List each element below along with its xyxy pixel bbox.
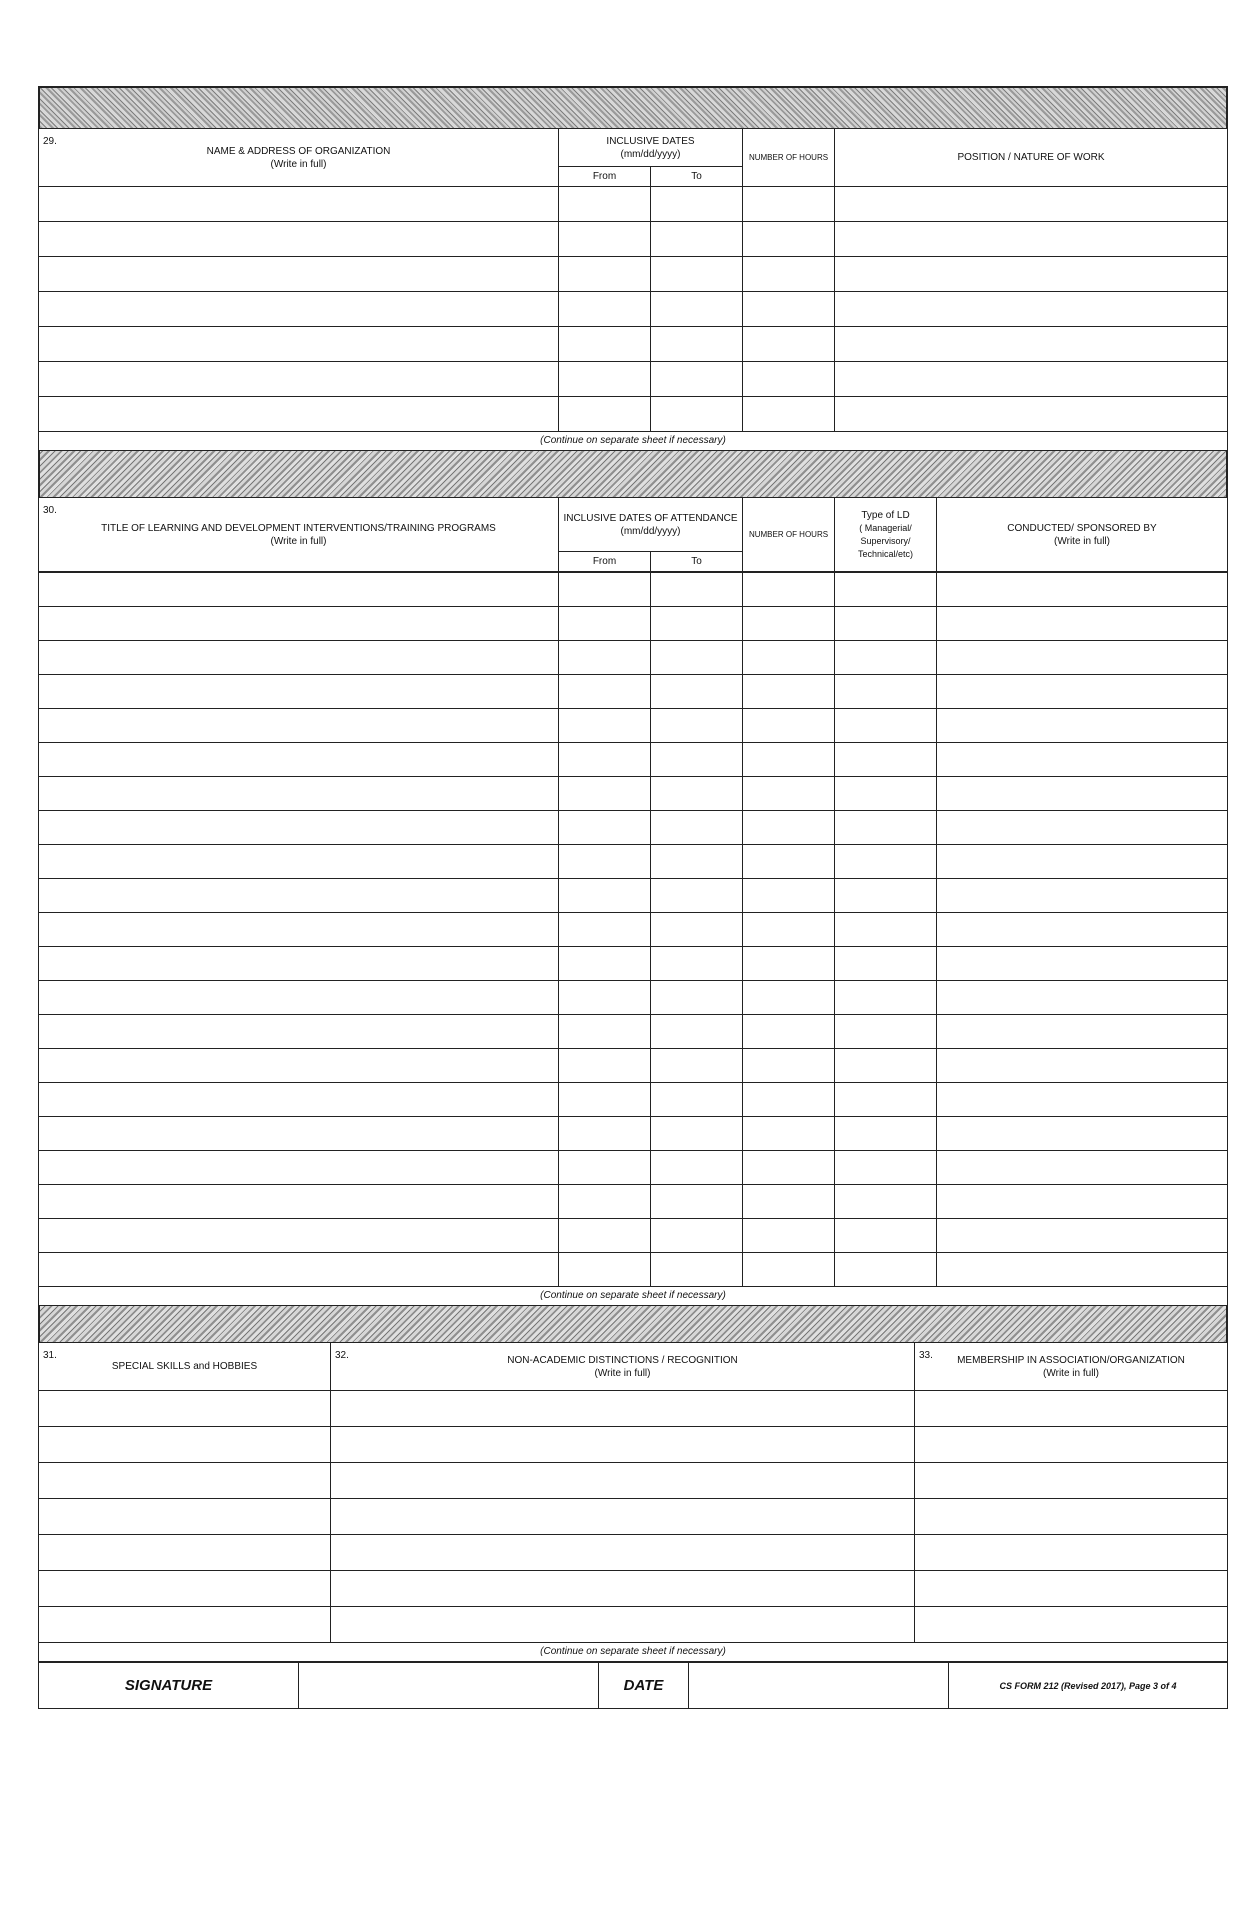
to-cell[interactable] xyxy=(651,1083,743,1117)
ld-type-cell[interactable] xyxy=(835,981,937,1015)
from-cell[interactable] xyxy=(559,709,651,743)
ld-type-sub: ( Managerial/ Supervisory/ Technical/etc) xyxy=(858,522,914,559)
skills-cell[interactable] xyxy=(39,1535,331,1571)
org-cell[interactable] xyxy=(39,292,559,327)
ld-type-cell[interactable] xyxy=(835,1185,937,1219)
training-title-cell[interactable] xyxy=(39,1049,559,1083)
table-row xyxy=(39,573,1228,607)
distinction-cell[interactable] xyxy=(331,1499,915,1535)
membership-cell[interactable] xyxy=(915,1607,1228,1643)
org-cell[interactable] xyxy=(39,397,559,432)
ld-type-header xyxy=(835,498,937,572)
table-row xyxy=(39,675,1228,709)
to-cell[interactable] xyxy=(651,607,743,641)
training-title-cell[interactable] xyxy=(39,709,559,743)
training-hours-header: NUMBER OF HOURS xyxy=(743,498,835,572)
sponsor-cell[interactable] xyxy=(937,709,1228,743)
table-row xyxy=(39,327,1228,362)
from-cell[interactable] xyxy=(559,743,651,777)
training-title-cell[interactable] xyxy=(39,811,559,845)
from-cell[interactable] xyxy=(559,1117,651,1151)
membership-cell[interactable] xyxy=(915,1571,1228,1607)
from-cell[interactable] xyxy=(559,1083,651,1117)
training-title-header xyxy=(39,498,559,572)
section-30-number: 30. xyxy=(43,505,57,516)
table-row xyxy=(39,777,1228,811)
position-cell[interactable] xyxy=(835,257,1228,292)
training-table xyxy=(38,497,1228,572)
org-cell[interactable] xyxy=(39,327,559,362)
pds-page-3 xyxy=(38,86,1228,1709)
table-row xyxy=(39,879,1228,913)
training-title-label: TITLE OF LEARNING AND DEVELOPMENT INTERVENTIONS/TRAINING PROGRAMS xyxy=(101,522,496,534)
org-cell[interactable] xyxy=(39,222,559,257)
table-row xyxy=(39,292,1228,327)
from-cell[interactable] xyxy=(559,1015,651,1049)
hours-cell[interactable] xyxy=(743,327,835,362)
hours-cell[interactable] xyxy=(743,1151,835,1185)
hours-cell[interactable] xyxy=(743,845,835,879)
org-header-label: NAME & ADDRESS OF ORGANIZATION xyxy=(206,145,391,157)
sponsor-cell[interactable] xyxy=(937,1117,1228,1151)
voluntary-work-table xyxy=(38,128,1228,432)
training-title-cell[interactable] xyxy=(39,675,559,709)
training-title-cell[interactable] xyxy=(39,743,559,777)
sponsor-cell[interactable] xyxy=(937,879,1228,913)
from-cell[interactable] xyxy=(559,1185,651,1219)
ld-type-cell[interactable] xyxy=(835,1253,937,1287)
membership-header-sub: (Write in full) xyxy=(1043,1367,1099,1379)
sponsor-cell[interactable] xyxy=(937,1083,1228,1117)
continue-note-bottom: (Continue on separate sheet if necessary) xyxy=(38,1643,1228,1662)
table-row xyxy=(39,1463,1228,1499)
hours-cell[interactable] xyxy=(743,397,835,432)
membership-cell[interactable] xyxy=(915,1463,1228,1499)
dates-header-label: INCLUSIVE DATES xyxy=(606,135,695,147)
to-cell[interactable] xyxy=(651,675,743,709)
to-cell[interactable] xyxy=(651,845,743,879)
to-cell[interactable] xyxy=(651,777,743,811)
hours-cell[interactable] xyxy=(743,743,835,777)
from-cell[interactable] xyxy=(559,675,651,709)
to-cell[interactable] xyxy=(651,1253,743,1287)
sponsor-cell[interactable] xyxy=(937,777,1228,811)
dates-header xyxy=(559,129,743,167)
sponsor-cell[interactable] xyxy=(937,947,1228,981)
to-cell[interactable] xyxy=(651,709,743,743)
hours-cell[interactable] xyxy=(743,981,835,1015)
training-rows xyxy=(38,572,1228,1287)
ld-type-cell[interactable] xyxy=(835,1117,937,1151)
from-cell[interactable] xyxy=(559,981,651,1015)
from-cell[interactable] xyxy=(559,811,651,845)
position-cell[interactable] xyxy=(835,362,1228,397)
skills-cell[interactable] xyxy=(39,1571,331,1607)
signature-field[interactable] xyxy=(299,1663,599,1709)
hours-cell[interactable] xyxy=(743,913,835,947)
table-row xyxy=(39,947,1228,981)
table-row xyxy=(39,1427,1228,1463)
from-cell[interactable] xyxy=(559,913,651,947)
training-title-cell[interactable] xyxy=(39,607,559,641)
from-cell[interactable] xyxy=(559,845,651,879)
hours-cell[interactable] xyxy=(743,641,835,675)
table-row xyxy=(39,845,1228,879)
ld-type-cell[interactable] xyxy=(835,641,937,675)
membership-cell[interactable] xyxy=(915,1499,1228,1535)
to-cell[interactable] xyxy=(651,743,743,777)
from-cell[interactable] xyxy=(559,879,651,913)
to-cell[interactable] xyxy=(651,292,743,327)
to-cell[interactable] xyxy=(651,1219,743,1253)
from-cell[interactable] xyxy=(559,187,651,222)
distinction-cell[interactable] xyxy=(331,1607,915,1643)
section-30-shaded-band xyxy=(38,451,1228,497)
training-title-cell[interactable] xyxy=(39,981,559,1015)
to-cell[interactable] xyxy=(651,811,743,845)
table-row xyxy=(39,1015,1228,1049)
table-row xyxy=(39,1535,1228,1571)
hours-cell[interactable] xyxy=(743,187,835,222)
to-cell[interactable] xyxy=(651,222,743,257)
from-header: From xyxy=(559,167,651,187)
hours-cell[interactable] xyxy=(743,257,835,292)
training-title-cell[interactable] xyxy=(39,1219,559,1253)
table-row xyxy=(39,1117,1228,1151)
table-row xyxy=(39,397,1228,432)
ld-type-cell[interactable] xyxy=(835,845,937,879)
date-label: DATE xyxy=(599,1663,689,1709)
org-header xyxy=(39,129,559,187)
signature-footer xyxy=(38,1662,1228,1709)
table-row xyxy=(39,187,1228,222)
from-cell[interactable] xyxy=(559,573,651,607)
sponsor-cell[interactable] xyxy=(937,1015,1228,1049)
hours-cell[interactable] xyxy=(743,222,835,257)
distinctions-header xyxy=(331,1343,915,1391)
membership-header xyxy=(915,1343,1228,1391)
dates-header-sub: (mm/dd/yyyy) xyxy=(620,148,681,160)
from-header: From xyxy=(559,552,651,572)
from-cell[interactable] xyxy=(559,947,651,981)
skills-header-label: SPECIAL SKILLS and HOBBIES xyxy=(111,1361,258,1372)
distinctions-header-sub: (Write in full) xyxy=(594,1367,651,1379)
sponsor-cell[interactable] xyxy=(937,845,1228,879)
ld-type-cell[interactable] xyxy=(835,1049,937,1083)
skills-cell[interactable] xyxy=(39,1427,331,1463)
to-cell[interactable] xyxy=(651,257,743,292)
training-title-cell[interactable] xyxy=(39,1185,559,1219)
to-cell[interactable] xyxy=(651,947,743,981)
training-title-cell[interactable] xyxy=(39,1151,559,1185)
continue-note-29: (Continue on separate sheet if necessary) xyxy=(38,432,1228,451)
hours-cell[interactable] xyxy=(743,607,835,641)
section-29-number: 29. xyxy=(43,136,57,147)
from-cell[interactable] xyxy=(559,1151,651,1185)
to-cell[interactable] xyxy=(651,641,743,675)
table-row xyxy=(39,743,1228,777)
training-title-cell[interactable] xyxy=(39,641,559,675)
hours-cell[interactable] xyxy=(743,1015,835,1049)
section-29-shaded-band xyxy=(38,86,1228,128)
ld-type-cell[interactable] xyxy=(835,1083,937,1117)
sponsor-cell[interactable] xyxy=(937,675,1228,709)
from-cell[interactable] xyxy=(559,1049,651,1083)
table-row xyxy=(39,1499,1228,1535)
section-33-number: 33. xyxy=(919,1350,933,1361)
table-row xyxy=(39,1151,1228,1185)
ld-type-cell[interactable] xyxy=(835,777,937,811)
skills-header xyxy=(39,1343,331,1391)
ld-type-cell[interactable] xyxy=(835,811,937,845)
table-row xyxy=(39,362,1228,397)
ld-type-cell[interactable] xyxy=(835,607,937,641)
table-row xyxy=(39,1185,1228,1219)
from-cell[interactable] xyxy=(559,362,651,397)
hours-cell[interactable] xyxy=(743,1117,835,1151)
sponsor-cell[interactable] xyxy=(937,573,1228,607)
skills-cell[interactable] xyxy=(39,1499,331,1535)
table-row xyxy=(39,811,1228,845)
distinction-cell[interactable] xyxy=(331,1427,915,1463)
hours-cell[interactable] xyxy=(743,1253,835,1287)
to-header: To xyxy=(651,167,743,187)
to-cell[interactable] xyxy=(651,1049,743,1083)
org-header-sub: (Write in full) xyxy=(270,158,327,170)
training-title-cell[interactable] xyxy=(39,845,559,879)
to-cell[interactable] xyxy=(651,187,743,222)
section-32-number: 32. xyxy=(335,1350,349,1361)
to-cell[interactable] xyxy=(651,362,743,397)
position-header: POSITION / NATURE OF WORK xyxy=(835,129,1228,187)
section-31-shaded-band xyxy=(38,1306,1228,1342)
table-row xyxy=(39,1219,1228,1253)
from-cell[interactable] xyxy=(559,1253,651,1287)
training-title-cell[interactable] xyxy=(39,1253,559,1287)
signature-label: SIGNATURE xyxy=(39,1663,299,1709)
from-cell[interactable] xyxy=(559,1219,651,1253)
position-cell[interactable] xyxy=(835,222,1228,257)
ld-type-cell[interactable] xyxy=(835,1015,937,1049)
attendance-dates-sub: (mm/dd/yyyy) xyxy=(620,525,681,537)
hours-cell[interactable] xyxy=(743,292,835,327)
position-cell[interactable] xyxy=(835,187,1228,222)
membership-header-label: MEMBERSHIP IN ASSOCIATION/ORGANIZATION xyxy=(957,1354,1185,1366)
membership-cell[interactable] xyxy=(915,1427,1228,1463)
ld-type-cell[interactable] xyxy=(835,573,937,607)
to-cell[interactable] xyxy=(651,573,743,607)
attendance-dates-label: INCLUSIVE DATES OF ATTENDANCE xyxy=(563,512,738,524)
sponsor-sub: (Write in full) xyxy=(1054,535,1110,547)
training-title-cell[interactable] xyxy=(39,879,559,913)
hours-cell[interactable] xyxy=(743,573,835,607)
table-row xyxy=(39,1083,1228,1117)
training-title-cell[interactable] xyxy=(39,947,559,981)
from-cell[interactable] xyxy=(559,397,651,432)
training-title-cell[interactable] xyxy=(39,1117,559,1151)
table-row xyxy=(39,257,1228,292)
to-cell[interactable] xyxy=(651,1117,743,1151)
to-cell[interactable] xyxy=(651,879,743,913)
continue-note-30: (Continue on separate sheet if necessary) xyxy=(38,1287,1228,1306)
table-row xyxy=(39,1253,1228,1287)
hours-cell[interactable] xyxy=(743,675,835,709)
sponsor-label: CONDUCTED/ SPONSORED BY xyxy=(1007,522,1157,534)
to-header: To xyxy=(651,552,743,572)
sponsor-cell[interactable] xyxy=(937,981,1228,1015)
training-title-cell[interactable] xyxy=(39,777,559,811)
org-cell[interactable] xyxy=(39,187,559,222)
from-cell[interactable] xyxy=(559,257,651,292)
from-cell[interactable] xyxy=(559,641,651,675)
sponsor-cell[interactable] xyxy=(937,1185,1228,1219)
ld-type-cell[interactable] xyxy=(835,675,937,709)
sponsor-cell[interactable] xyxy=(937,1151,1228,1185)
table-row xyxy=(39,709,1228,743)
org-cell[interactable] xyxy=(39,257,559,292)
ld-type-cell[interactable] xyxy=(835,879,937,913)
table-row xyxy=(39,913,1228,947)
table-row xyxy=(39,981,1228,1015)
sponsor-cell[interactable] xyxy=(937,641,1228,675)
membership-cell[interactable] xyxy=(915,1391,1228,1427)
table-row xyxy=(39,1049,1228,1083)
hours-cell[interactable] xyxy=(743,879,835,913)
form-id: CS FORM 212 (Revised 2017), Page 3 of 4 xyxy=(949,1663,1228,1709)
hours-cell[interactable] xyxy=(743,709,835,743)
table-row xyxy=(39,1391,1228,1427)
sponsor-cell[interactable] xyxy=(937,1049,1228,1083)
table-row xyxy=(39,1607,1228,1643)
skills-distinctions-membership-table xyxy=(38,1342,1228,1643)
skills-cell[interactable] xyxy=(39,1607,331,1643)
hours-cell[interactable] xyxy=(743,777,835,811)
hours-cell[interactable] xyxy=(743,947,835,981)
to-cell[interactable] xyxy=(651,1185,743,1219)
sponsor-cell[interactable] xyxy=(937,811,1228,845)
distinctions-header-label: NON-ACADEMIC DISTINCTIONS / RECOGNITION xyxy=(507,1354,738,1366)
training-title-cell[interactable] xyxy=(39,1083,559,1117)
distinction-cell[interactable] xyxy=(331,1391,915,1427)
distinction-cell[interactable] xyxy=(331,1535,915,1571)
distinction-cell[interactable] xyxy=(331,1463,915,1499)
to-cell[interactable] xyxy=(651,397,743,432)
position-cell[interactable] xyxy=(835,327,1228,362)
position-cell[interactable] xyxy=(835,397,1228,432)
date-field[interactable] xyxy=(689,1663,949,1709)
from-cell[interactable] xyxy=(559,777,651,811)
from-cell[interactable] xyxy=(559,222,651,257)
skills-cell[interactable] xyxy=(39,1463,331,1499)
attendance-dates-header xyxy=(559,498,743,552)
to-cell[interactable] xyxy=(651,1151,743,1185)
sponsor-header xyxy=(937,498,1228,572)
sponsor-cell[interactable] xyxy=(937,743,1228,777)
section-31-number: 31. xyxy=(43,1350,57,1361)
ld-type-cell[interactable] xyxy=(835,947,937,981)
sponsor-cell[interactable] xyxy=(937,1219,1228,1253)
table-row xyxy=(39,222,1228,257)
position-cell[interactable] xyxy=(835,292,1228,327)
from-cell[interactable] xyxy=(559,607,651,641)
skills-cell[interactable] xyxy=(39,1391,331,1427)
table-row xyxy=(39,607,1228,641)
sponsor-cell[interactable] xyxy=(937,607,1228,641)
from-cell[interactable] xyxy=(559,292,651,327)
to-cell[interactable] xyxy=(651,913,743,947)
distinction-cell[interactable] xyxy=(331,1571,915,1607)
ld-type-cell[interactable] xyxy=(835,1219,937,1253)
training-title-sub: (Write in full) xyxy=(270,535,327,547)
from-cell[interactable] xyxy=(559,327,651,362)
hours-header: NUMBER OF HOURS xyxy=(743,129,835,187)
ld-type-cell[interactable] xyxy=(835,743,937,777)
sponsor-cell[interactable] xyxy=(937,1253,1228,1287)
hours-cell[interactable] xyxy=(743,1219,835,1253)
table-row xyxy=(39,1571,1228,1607)
to-cell[interactable] xyxy=(651,327,743,362)
ld-type-label: Type of LD xyxy=(861,509,910,521)
training-title-cell[interactable] xyxy=(39,573,559,607)
training-title-cell[interactable] xyxy=(39,913,559,947)
ld-type-cell[interactable] xyxy=(835,709,937,743)
hours-cell[interactable] xyxy=(743,1083,835,1117)
sponsor-cell[interactable] xyxy=(937,913,1228,947)
org-cell[interactable] xyxy=(39,362,559,397)
hours-cell[interactable] xyxy=(743,811,835,845)
table-row xyxy=(39,641,1228,675)
membership-cell[interactable] xyxy=(915,1535,1228,1571)
training-title-cell[interactable] xyxy=(39,1015,559,1049)
hours-cell[interactable] xyxy=(743,362,835,397)
hours-cell[interactable] xyxy=(743,1185,835,1219)
to-cell[interactable] xyxy=(651,1015,743,1049)
hours-cell[interactable] xyxy=(743,1049,835,1083)
ld-type-cell[interactable] xyxy=(835,913,937,947)
to-cell[interactable] xyxy=(651,981,743,1015)
ld-type-cell[interactable] xyxy=(835,1151,937,1185)
